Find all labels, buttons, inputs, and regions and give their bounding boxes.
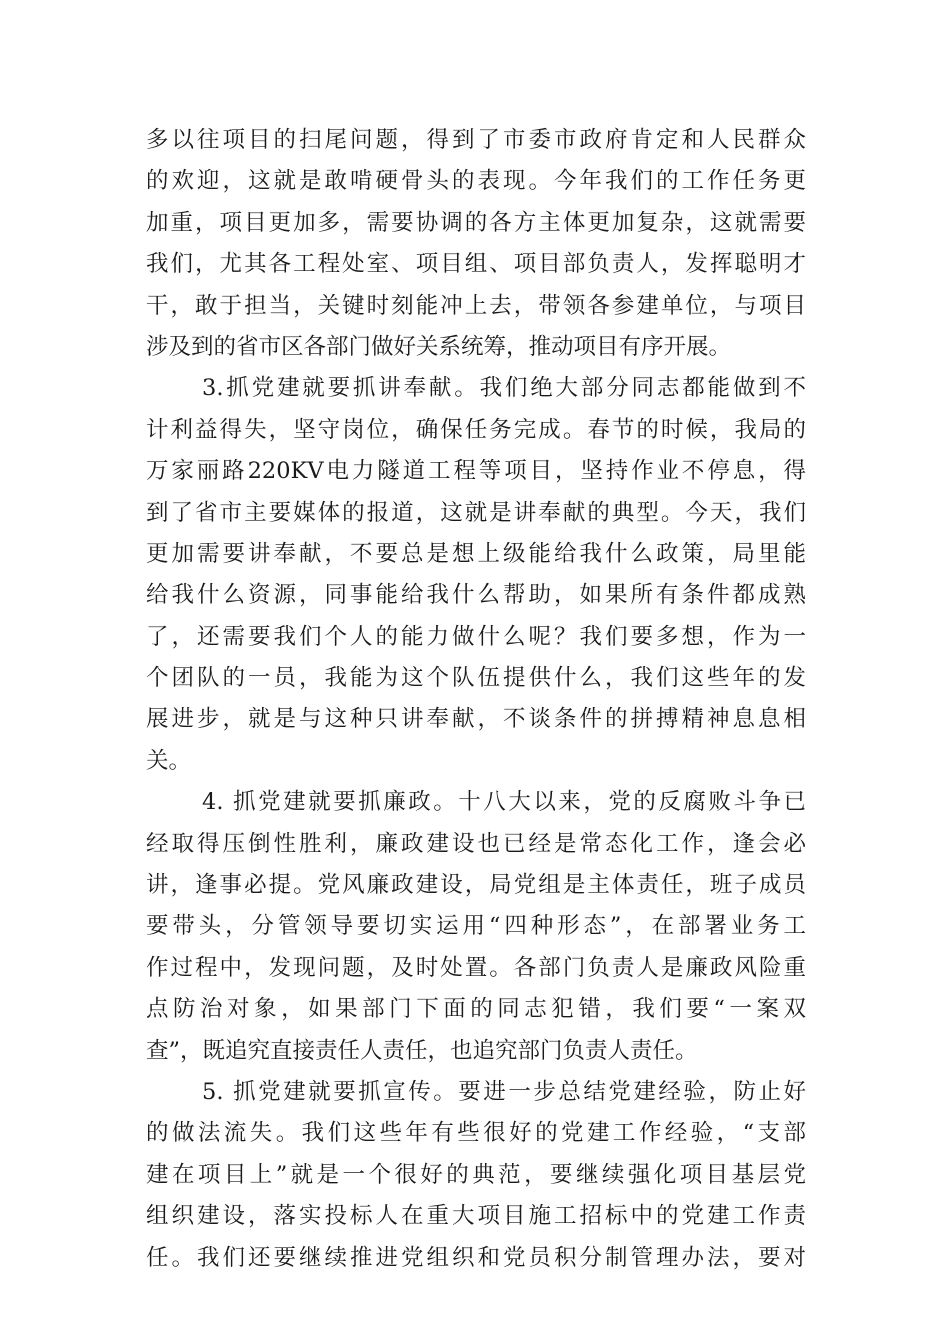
text-line: 组织建设，落实投标人在重大项目施工招标中的党建工作责 [146, 1203, 806, 1230]
document-body [146, 120, 806, 1279]
text-line: 查”，既追究直接责任人责任，也追究部门负责人责任。 [146, 1037, 698, 1064]
text-line: 多以往项目的扫尾问题，得到了市委市政府肯定和人民群众 [146, 127, 806, 153]
text-line: 4. 抓党建就要抓廉政。十八大以来，党的反腐败斗争已 [202, 789, 806, 816]
text-line: 点防治对象，如果部门下面的同志犯错，我们要“一案双 [146, 996, 806, 1023]
text-line: 涉及到的省市区各部门做好关系统筹，推动项目有序开展。 [146, 333, 732, 360]
text-line: 的做法流失。我们这些年有些很好的党建工作经验，“支部 [146, 1120, 806, 1147]
text-line: 经取得压倒性胜利，廉政建设也已经是常态化工作，逢会必 [146, 830, 806, 857]
text-line: 展进步，就是与这种只讲奉献，不谈条件的拼搏精神息息相 [146, 706, 806, 733]
text-line: 建在项目上”就是一个很好的典范，要继续强化项目基层党 [146, 1161, 806, 1188]
text-line: 的欢迎，这就是敢啃硬骨头的表现。今年我们的工作任务更 [146, 168, 806, 195]
text-line: 3.抓党建就要抓讲奉献。我们绝大部分同志都能做到不 [202, 375, 806, 402]
text-line: 要带头，分管领导要切实运用“四种形态”，在部署业务工 [146, 913, 806, 940]
text-line: 关。 [146, 747, 192, 774]
text-line: 了，还需要我们个人的能力做什么呢？我们要多想，作为一 [146, 623, 806, 650]
text-line: 5. 抓党建就要抓宣传。要进一步总结党建经验，防止好 [202, 1078, 806, 1105]
text-line: 我们，尤其各工程处室、项目组、项目部负责人，发挥聪明才 [146, 251, 806, 278]
text-line: 万家丽路220KV电力隧道工程等项目，坚持作业不停息，得 [146, 458, 806, 485]
text-line: 个团队的一员，我能为这个队伍提供什么，我们这些年的发 [146, 665, 806, 692]
text-line: 作过程中，发现问题，及时处置。各部门负责人是廉政风险重 [146, 954, 806, 981]
text-line: 给我什么资源，同事能给我什么帮助，如果所有条件都成熟 [146, 582, 806, 609]
text-line: 任。我们还要继续推进党组织和党员积分制管理办法，要对 [146, 1244, 806, 1271]
text-line: 到了省市主要媒体的报道，这就是讲奉献的典型。今天，我们 [146, 499, 806, 526]
text-line: 加重，项目更加多，需要协调的各方主体更加复杂，这就需要 [146, 209, 806, 236]
text-line: 干，敢于担当，关键时刻能冲上去，带领各参建单位，与项目 [146, 292, 806, 319]
text-line: 讲，逢事必提。党风廉政建设，局党组是主体责任，班子成员 [146, 872, 806, 899]
text-line: 计利益得失，坚守岗位，确保任务完成。春节的时候，我局的 [146, 416, 806, 443]
text-line: 更加需要讲奉献，不要总是想上级能给我什么政策，局里能 [146, 540, 806, 567]
